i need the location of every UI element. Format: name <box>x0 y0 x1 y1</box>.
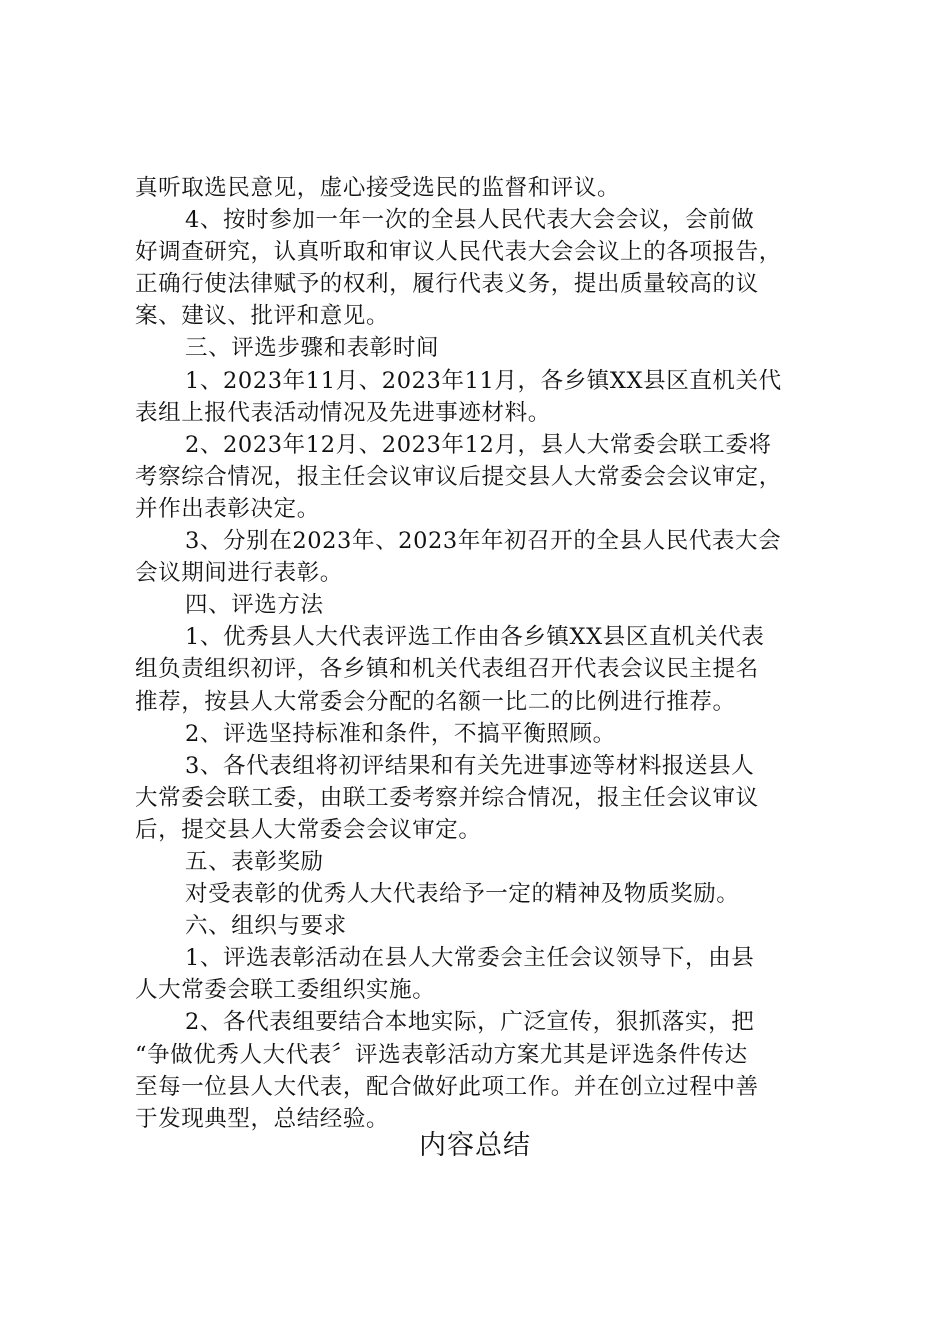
section-heading: 六、组织与要求 <box>185 913 347 940</box>
text-line: 2、各代表组要结合本地实际，广泛宣传，狠抓落实，把 <box>185 1009 755 1036</box>
text-line: 2、2023年12月、2023年12月，县人大常委会联工委将 <box>185 431 772 458</box>
text-line: 1、2023年11月、2023年11月，各乡镇XX县区直机关代 <box>185 367 782 394</box>
text-line: 正确行使法律赋予的权利，履行代表义务，提出质量较高的议 <box>135 271 759 298</box>
text-line: 会议期间进行表彰。 <box>135 560 343 587</box>
text-line: 好调查研究，认真听取和审议人民代表大会会议上的各项报告， <box>135 239 782 266</box>
summary-title: 内容总结 <box>419 1130 531 1161</box>
text-line: 人大常委会联工委组织实施。 <box>135 977 436 1004</box>
text-line: 1、评选表彰活动在县人大常委会主任会议领导下，由县 <box>185 945 755 972</box>
text-line: “争做优秀人大代表〞评选表彰活动方案尤其是评选条件传达 <box>135 1041 748 1068</box>
text-line: 3、各代表组将初评结果和有关先进事迹等材料报送县人 <box>185 752 755 779</box>
text-line: 于发现典型，总结经验。 <box>135 1105 390 1132</box>
text-line: 组负责组织初评，各乡镇和机关代表组召开代表会议民主提名 <box>135 656 759 683</box>
section-heading: 四、评选方法 <box>185 592 324 619</box>
text-line: 后，提交县人大常委会会议审定。 <box>135 816 482 843</box>
text-line: 1、优秀县人大代表评选工作由各乡镇XX县区直机关代表 <box>185 624 765 651</box>
text-line: 推荐，按县人大常委会分配的名额一比二的比例进行推荐。 <box>135 688 736 715</box>
text-line: 对受表彰的优秀人大代表给予一定的精神及物质奖励。 <box>185 881 740 908</box>
text-line: 2、评选坚持标准和条件，不搞平衡照顾。 <box>185 720 616 747</box>
text-line: 至每一位县人大代表，配合做好此项工作。并在创立过程中善 <box>135 1073 759 1100</box>
document-body <box>135 172 825 1135</box>
text-line: 3、分别在2023年、2023年年初召开的全县人民代表大会 <box>185 528 782 555</box>
section-heading: 五、表彰奖励 <box>185 848 324 875</box>
text-line: 真听取选民意见，虚心接受选民的监督和评议。 <box>135 175 621 201</box>
section-heading: 三、评选步骤和表彰时间 <box>185 335 440 362</box>
text-line: 表组上报代表活动情况及先进事迹材料。 <box>135 399 551 426</box>
text-line: 考察综合情况，报主任会议审议后提交县人大常委会会议审定， <box>135 463 782 490</box>
text-line: 大常委会联工委，由联工委考察并综合情况，报主任会议审议 <box>135 784 759 811</box>
text-line: 并作出表彰决定。 <box>135 495 320 522</box>
text-line: 4、按时参加一年一次的全县人民代表大会会议，会前做 <box>185 207 755 234</box>
text-line: 案、建议、批评和意见。 <box>135 303 390 330</box>
